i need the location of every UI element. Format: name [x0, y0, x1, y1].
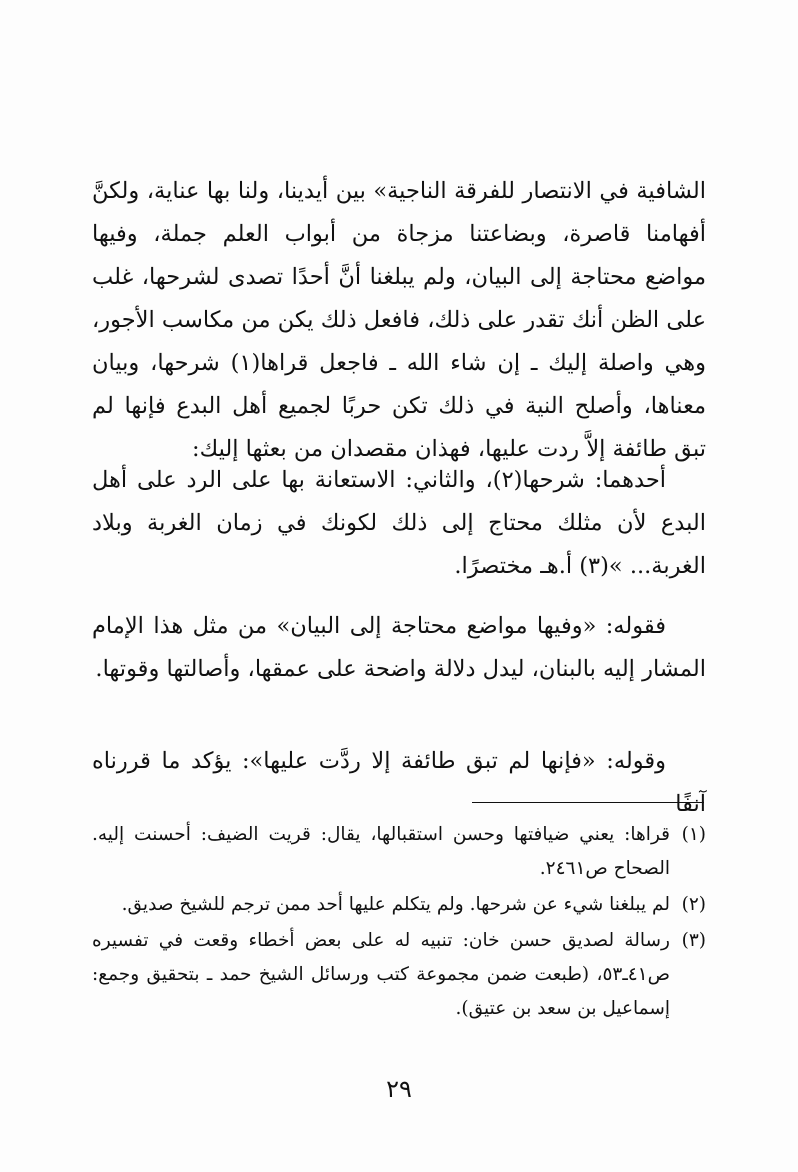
footnote-separator — [472, 802, 704, 803]
paragraph-3: فقوله: «وفيها مواضع محتاجة إلى البيان» من مثل هذا الإمام المشار إليه بالبنان، ليدل دلالة واضحة على عمقها، وأصالتها وقوتها. — [92, 613, 706, 682]
paragraph-2: أحدهما: شرحها(٢)، والثاني: الاستعانة بها على الرد على أهل البدع لأن مثلك محتاج إلى ذلك لكونك في زمان الغربة وبلاد الغربة... »(٣) أ.هـ مختصرًا. — [92, 467, 706, 579]
footnotes — [92, 818, 706, 1028]
paragraph-4: وقوله: «فإنها لم تبق طائفة إلا ردَّت عليها»: يؤكد ما قررناه آنفًا — [92, 748, 706, 817]
footnote-1 — [92, 818, 706, 886]
page-number: ٢٩ — [386, 1075, 412, 1103]
footnote-text: رسالة لصديق حسن خان: تنبيه له على بعض أخطاء وقعت في تفسيره ص٤١ـ٥٣، (طبعت ضمن مجموعة كتب ورسائل الشيخ حمد ـ بتحقيق وجمع: إسماعيل بن سعد بن عتيق). — [92, 930, 670, 1019]
footnote-number: (١) — [681, 824, 706, 845]
footnote-number: (٣) — [681, 930, 706, 951]
footnote-3 — [92, 924, 706, 1026]
footnote-text: قراها: يعني ضيافتها وحسن استقبالها، يقال: قريت الضيف: أحسنت إليه. الصحاح ص٢٤٦١. — [92, 824, 670, 879]
footnote-2 — [92, 888, 706, 922]
footnote-text: لم يبلغنا شيء عن شرحها. ولم يتكلم عليها أحد ممن ترجم للشيخ صديق. — [121, 894, 670, 915]
footnote-number: (٢) — [681, 894, 706, 915]
paragraph-1: الشافية في الانتصار للفرقة الناجية» بين أيدينا، ولنا بها عناية، ولكنَّ أفهامنا قاصرة، وبضاعتنا مزجاة من أبواب العلم جملة، وفيها مواضع محتاجة إلى البيان، ولم يبلغنا أنَّ أحدًا تصدى لشرحها، غلب على الظن أنك تقدر على ذلك، فافعل ذلك يكن من مكاسب الأجور، وهي واصلة إليك ـ إن شاء الله ـ فاجعل قراها(١) شرحها، وبيان معناها، وأصلح النية في ذلك تكن حربًا لجميع أهل البدع فإنها لم تبق طائفة إلاَّ ردت عليها، فهذان مقصدان من بعثها إليك: — [92, 178, 706, 462]
